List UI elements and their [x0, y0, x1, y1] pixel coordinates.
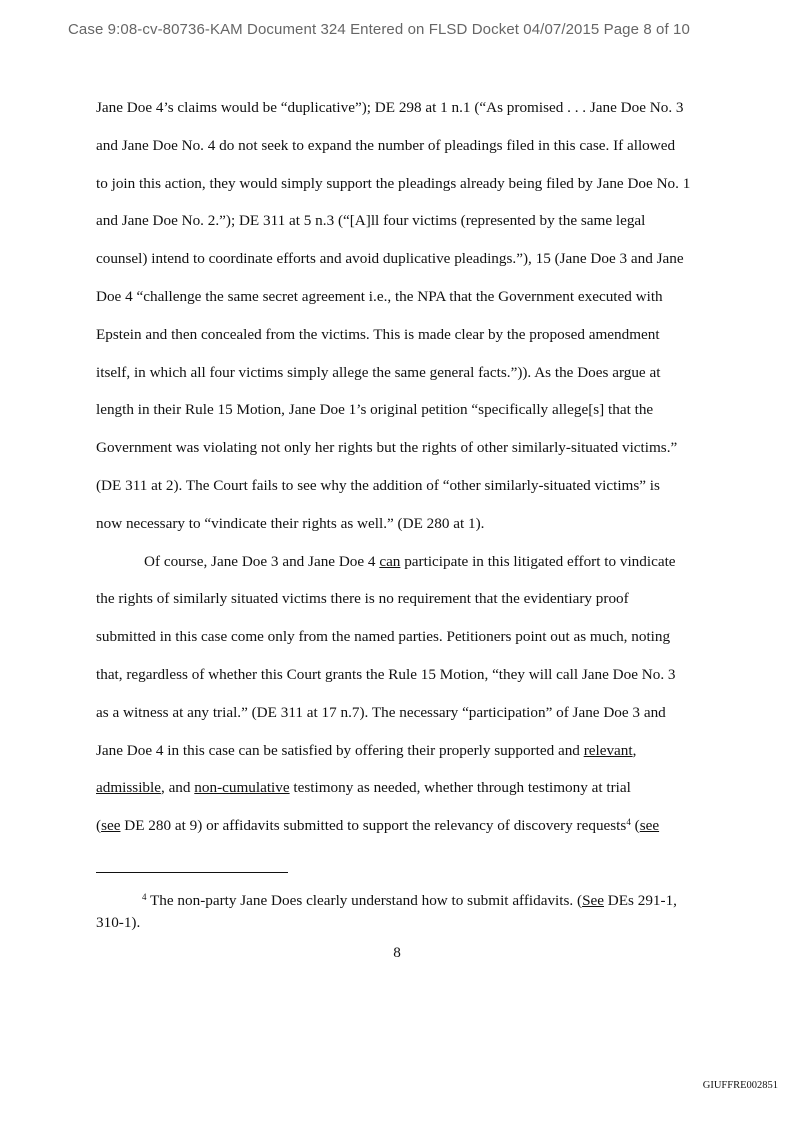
body-line: to join this action, they would simply support the pleadings already being filed by Jane Doe No. 1: [96, 174, 691, 192]
body-line: Epstein and then concealed from the victims. This is made clear by the proposed amendment: [96, 325, 660, 343]
page-number: 8: [393, 944, 401, 961]
text-run: The non-party Jane Does clearly understand how to submit affidavits. (: [146, 892, 583, 909]
body-line: the rights of similarly situated victims there is no requirement that the evidentiary proof: [96, 590, 629, 608]
underlined-text: admissible: [96, 779, 161, 797]
body-line: itself, in which all four victims simply allege the same general facts.”)). As the Does argue at: [96, 363, 661, 381]
document-body: [96, 97, 726, 853]
body-line: length in their Rule 15 Motion, Jane Doe 1’s original petition “specifically allege[s] that the: [96, 401, 654, 419]
bates-number: GIUFFRE002851: [702, 1080, 778, 1091]
underlined-text: see: [101, 817, 121, 835]
body-line: [96, 815, 726, 853]
underlined-text: non-cumulative: [194, 779, 290, 797]
body-line: Doe 4 “challenge the same secret agreement i.e., the NPA that the Government executed with: [96, 287, 663, 305]
text-run: Of course, Jane Doe 3 and Jane Doe 4: [144, 552, 380, 570]
footnote-marker: 4: [142, 892, 147, 902]
text-run: DE 280 at 9) or affidavits submitted to support the relevancy of discovery requests: [120, 817, 627, 835]
underlined-text: can: [379, 552, 401, 570]
footnote-line: [96, 890, 726, 912]
underlined-text: relevant: [583, 741, 633, 759]
text-run: testimony as needed, whether through testimony at trial: [289, 779, 631, 797]
text-run: (: [630, 817, 640, 835]
body-line: submitted in this case come only from the named parties. Petitioners point out as much, noting: [96, 628, 671, 646]
docket-header: Case 9:08-cv-80736-KAM Document 324 Entered on FLSD Docket 04/07/2015 Page 8 of 10: [68, 21, 690, 38]
body-line: and Jane Doe No. 2.”); DE 311 at 5 n.3 (“[A]ll four victims (represented by the same legal: [96, 212, 646, 230]
body-line: [96, 740, 726, 778]
body-line: as a witness at any trial.” (DE 311 at 17 n.7). The necessary “participation” of Jane Doe 3 and: [96, 703, 666, 721]
footnote: [96, 890, 726, 934]
body-line: Jane Doe 4’s claims would be “duplicative”); DE 298 at 1 n.1 (“As promised . . . Jane Doe No. 3: [96, 99, 684, 116]
text-run: ,: [632, 741, 637, 759]
underlined-text: See: [582, 892, 604, 909]
text-run: , and: [160, 779, 195, 797]
footnote-separator: [96, 872, 288, 873]
body-line: counsel) intend to coordinate efforts and avoid duplicative pleadings.”), 15 (Jane Doe 3 and Jane: [96, 250, 684, 268]
footnote-ref: 4: [626, 817, 631, 828]
underlined-text: see: [639, 817, 660, 835]
body-line: that, regardless of whether this Court grants the Rule 15 Motion, “they will call Jane Doe No. 3: [96, 665, 676, 683]
text-run: (: [96, 817, 102, 835]
body-line: now necessary to “vindicate their rights as well.” (DE 280 at 1).: [96, 514, 485, 532]
text-run: DEs 291-1,: [604, 892, 677, 909]
body-line: (DE 311 at 2). The Court fails to see why the addition of “other similarly-situated victims” is: [96, 476, 660, 494]
body-line: [96, 551, 726, 589]
body-line: and Jane Doe No. 4 do not seek to expand the number of pleadings filed in this case. If allowed: [96, 136, 676, 154]
body-line: Government was violating not only her rights but the rights of other similarly-situated victims.”: [96, 439, 678, 457]
footnote-line: 310-1).: [96, 914, 141, 931]
body-line: [96, 777, 726, 815]
text-run: Jane Doe 4 in this case can be satisfied by offering their properly supported and: [96, 741, 584, 759]
text-run: participate in this litigated effort to vindicate: [400, 552, 676, 570]
